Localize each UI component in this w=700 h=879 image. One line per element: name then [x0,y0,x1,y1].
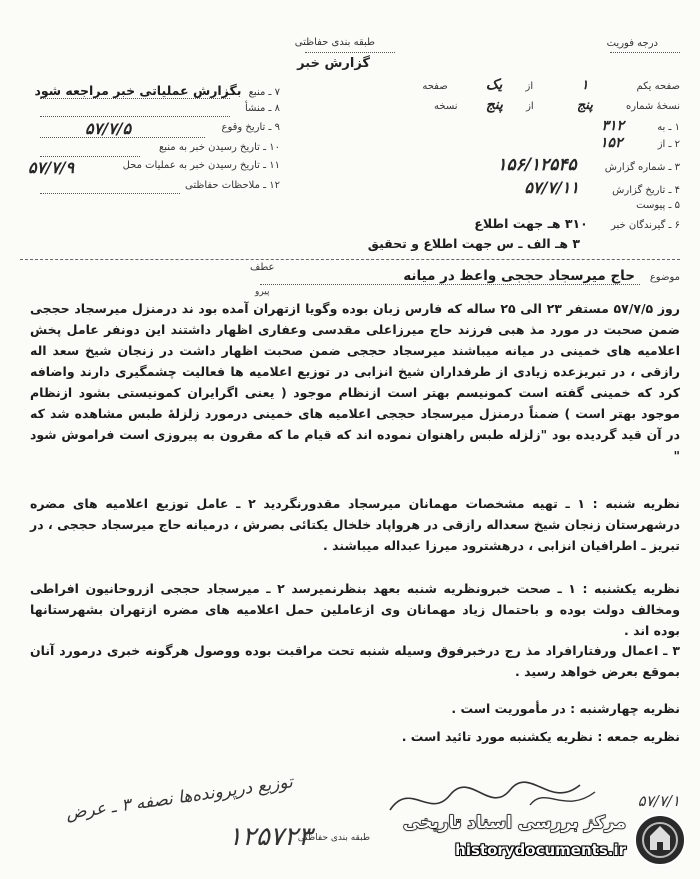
field-recipients-value: ۳۱۰ هـ جهت اطلاع [474,216,588,231]
field-recipients-value-2: ۳ هـ الف ـ س جهت اطلاع و تحقیق [367,236,580,251]
opinion-sunday [30,578,680,641]
field-report-date-label: ۴ ـ تاریخ گزارش [612,185,680,196]
opinion-wednesday [30,698,680,719]
field-occurrence-date [222,122,280,133]
body-paragraph: روز ۵۷/۷/۵ مستفر ۲۳ الی ۲۵ ساله که فارس زبان بوده وگویا ازتهران آمده بود ند درمنزل میرسجاد حججی ضمن صحبت در مورد مذ هبی فرزند حاج میرزاعلی مقدسی وعفاری اظهار داشتند این دونفر عامل پخش اعلامیه های خمینی در میانه میباشند میرسجاد حججی ضمن صحبت اظهار داشت در زنجان شیخ سعد اله رازقی ، در تبریزعده زیادی از طرفداران شیخ انزابی در توزیع اعلامیه ها فعالیت چشمگیری دارند واضافه کرد که خمینی گفته است کمونیسم بهتر است ازنظام موجود ( یعنی اگرایران کمونیستی بشود ازنظام موجود بهتر است ) ضمناً درمنزل میرسجاد حججی اعلامیه های خمینی درمورد زلزلهٔ طبس مشاهده شد که در آن قید گردیده بود "زلزله طبس راهنوان نموده اند که قیام ما که مقرون به پیروزی است فراموش شود " [30,301,680,463]
page-line-value1: ۱ [581,78,589,93]
subject-value: حاج میرسجاد حججی واعظ در میانه [403,268,635,284]
opinion-saturday [30,493,680,556]
field-source-receipt-rule [40,156,140,157]
field-origin-label: ۸ ـ منشأ [244,103,280,114]
copy-line-label: نسخهٔ شماره [626,101,680,112]
watermark-name: مرکز بررسی اسناد تاریخی [403,813,626,833]
field-source-receipt-label: ۱۰ ـ تاریخ رسیدن خبر به منبع [158,142,280,153]
opinion-friday-label: نظریه جمعه : [597,729,680,744]
opinion-wednesday-label: نظریه چهارشنبه : [570,701,680,716]
copy-line-value1: پنج [576,98,593,113]
copy-line-from: از [526,101,534,112]
field-recipients-label: ۶ ـ گیرندگان خبر [610,220,680,231]
opinion-friday-text: نظریه یکشنبه مورد تائید است . [401,729,593,744]
field-report-number [497,155,680,175]
field-ops-receipt-value: ۵۷/۷/۹ [28,158,75,177]
field-source-label: ۷ ـ منبع [248,87,280,98]
page-line-from: از [525,81,534,92]
field-source [35,83,281,98]
field-occurrence-date-label: ۹ ـ تاریخ وقوع [221,122,280,133]
field-report-date [524,178,680,197]
archive-emblem-icon [632,812,688,868]
page-line-value2: یک [485,77,503,93]
copy-line-unit: نسخه [434,101,458,112]
field-source-receipt [159,142,280,153]
opinion-sunday-text: ۱ ـ صحت خبرونظریه شنبه بعهد بنظرنمیرسد ۲ ـ میرسجاد حججی ازروحانیون افراطی ومخالف دولت بوده و باحتمال زیاد مهمانان وی ازعاملین حمل اعلامیه های مضره ازتهران بشهرستانها بوده اند . [30,581,680,638]
page-line-unit: صفحه [422,81,448,92]
field-ops-receipt-label: ۱۱ ـ تاریخ رسیدن خبر به عملیات محل [122,160,280,171]
field-security-rule [40,193,180,194]
field-attachment-label: ۵ ـ پیوست [636,200,680,211]
bottom-number: ۱۲۵۷۲۳ [228,822,312,852]
field-report-number-label: ۳ ـ شماره گزارش [604,162,680,173]
field-occurrence-date-value: ۵۷/۷/۵ [85,119,132,138]
field-to-label: ۱ ـ به [657,122,680,133]
field-to-value: ۳۱۲ [601,118,624,134]
field-origin [245,103,280,114]
opinion-friday [30,726,680,747]
field-from-value: ۱۵۲ [599,135,623,151]
field-to [601,118,680,134]
report-title: گزارش خبر [297,56,370,71]
field-recipients [474,216,680,231]
opinion-wednesday-text: در مأموریت است . [451,701,566,716]
page-line [422,77,680,93]
peyro-label: پیرو [255,287,270,297]
opinion-saturday-text: ۱ ـ تهیه مشخصات مهمانان میرسجاد مقدورنگردید ۲ ـ عامل توزیع اعلامیه های مضره درشهرستان زنجان شیخ سعداله رازقی در هرواپاد خلخال یکتائی بصرش ، درمیانه حاج میرسجاد حججی ، در تبریز ـ اطرافیان انزابی ، درهشترود میرزا عبداله میباشند . [30,496,680,553]
field-source-rule [40,98,230,99]
opinion-sunday-3 [30,640,680,682]
priority-label: درجه فوریت [606,38,658,49]
atf-label: عطف [250,262,275,273]
field-report-date-value: ۵۷/۷/۱۱ [524,178,579,197]
handwritten-note: توزیع درپرونده‌ها نصفه ۳ ـ عرض [64,772,295,824]
title-rule [305,52,395,53]
watermark-logo [392,809,692,871]
subject-label: موضوع [649,272,680,283]
bottom-classification-label: طبقه بندی حفاظتی [297,833,370,843]
field-source-value: بگزارش عملیاتی خبر مراجعه شود [34,83,242,98]
field-security-notes [185,180,280,191]
field-from [600,135,680,151]
field-security-notes-label: ۱۲ ـ ملاحظات حفاظتی [185,180,280,191]
field-ops-receipt [123,160,280,171]
classification-label: طبقه بندی حفاظتی [294,37,375,48]
watermark-url: historydocuments.ir [455,841,626,859]
subject-rule [260,284,640,285]
field-origin-rule [40,116,230,117]
priority-rule [610,52,680,53]
date-stamp: ۵۷/۷/۱ [637,792,680,810]
field-from-label: ۲ ـ از [657,139,680,150]
opinion-sunday-label: نظریه یکشنبه : [582,581,680,596]
field-recipients-2 [368,236,580,251]
opinion-sunday-text-3: ۳ ـ اعمال ورفتارافراد مذ رج درخبرفوق وسیله شنبه تحت مراقبت بوده ووصول هرگونه خبری درمورد آنان بموقع بعرض خواهد رسید . [30,643,680,679]
page-line-label: صفحه یکم [636,81,680,92]
field-attachment [636,200,680,211]
opinion-saturday-label: نظریه شنبه : [592,496,680,511]
header-separator [20,259,680,260]
copy-line [434,97,680,113]
field-report-number-value: ۱۵۶/۱۲۵۴۵ [497,155,577,175]
field-occurrence-rule [40,137,205,138]
copy-line-value2: پنج [485,97,503,113]
